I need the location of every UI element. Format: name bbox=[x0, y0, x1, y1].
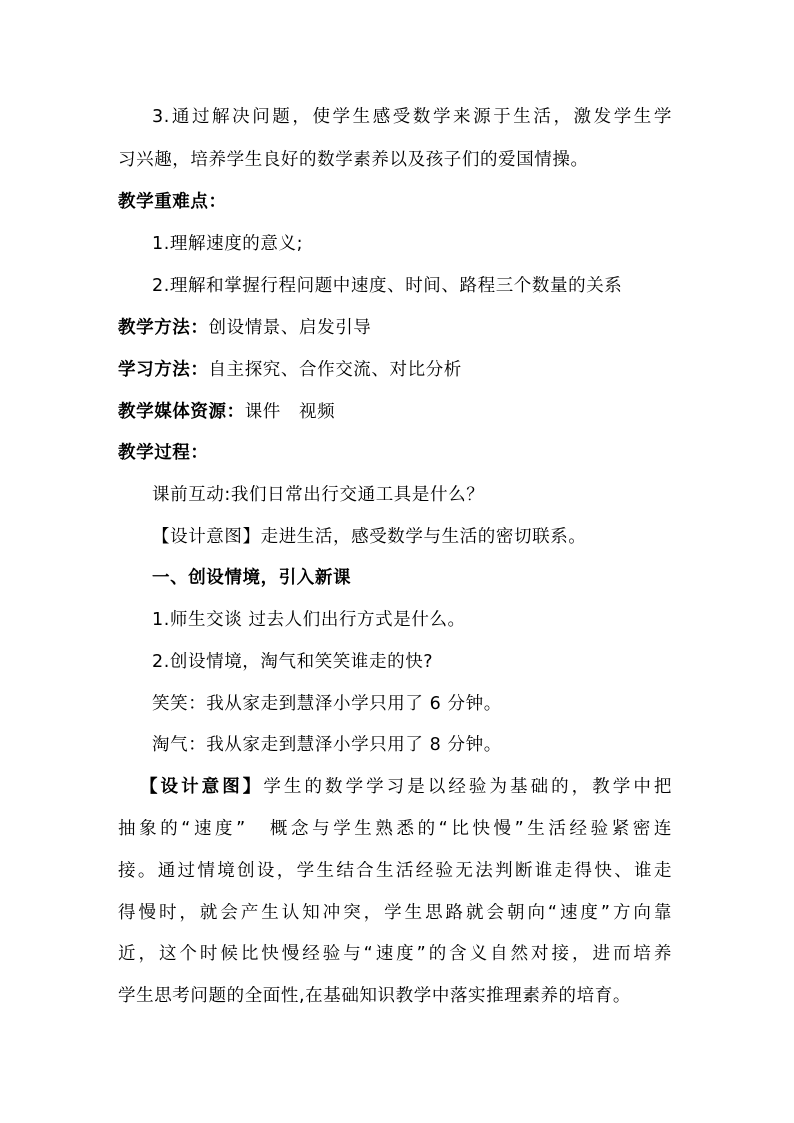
media-resources bbox=[118, 400, 678, 424]
xiaoxiao-statement: 笑笑：我从家走到慧泽小学只用了 6 分钟。 bbox=[152, 694, 502, 714]
design-intent-2-label: 【设计意图】 bbox=[140, 777, 264, 797]
design-intent-2-line-6: 学生思考问题的全面性,在基础知识教学中落实推理素养的培育。 bbox=[118, 986, 631, 1006]
objective-3-line-1: 3.通过解决问题，使学生感受数学来源于生活，激发学生学 bbox=[152, 107, 672, 127]
design-intent-2-line-5: 近，这个时候比快慢经验与“速度”的含义自然对接，进而培养 bbox=[118, 944, 672, 964]
media-value: 课件 视频 bbox=[244, 402, 336, 422]
objective-3-line-2: 习兴趣，培养学生良好的数学素养以及孩子们的爱国情操。 bbox=[118, 150, 589, 170]
learning-method-label: 学习方法： bbox=[118, 360, 209, 380]
pre-class-interaction: 课前互动:我们日常出行交通工具是什么？ bbox=[152, 485, 485, 505]
design-intent-2-text: 学生的数学学习是以经验为基础的，教学中把 bbox=[263, 777, 672, 797]
step-2: 2.创设情境，淘气和笑笑谁走的快? bbox=[152, 652, 434, 672]
media-label: 教学媒体资源： bbox=[118, 402, 245, 422]
teaching-method-label: 教学方法： bbox=[118, 318, 209, 338]
design-intent-2-line-3: 接。通过情境创设，学生结合生活经验无法判断谁走得快、谁走 bbox=[118, 861, 672, 881]
design-intent-1: 【设计意图】走进生活，感受数学与生活的密切联系。 bbox=[152, 527, 587, 547]
learning-method bbox=[118, 358, 678, 382]
taoqi-statement: 淘气：我从家走到慧泽小学只用了 8 分钟。 bbox=[152, 735, 502, 755]
design-intent-2-line-2: 抽象的“速度” 概念与学生熟悉的“比快慢”生活经验紧密连 bbox=[118, 819, 672, 839]
step-1: 1.师生交谈 过去人们出行方式是什么。 bbox=[152, 610, 466, 630]
key-point-1: 1.理解速度的意义; bbox=[152, 234, 304, 254]
design-intent-2-line-4: 得慢时，就会产生认知冲突，学生思路就会朝向“速度”方向靠 bbox=[118, 903, 672, 923]
teaching-method bbox=[118, 316, 678, 340]
teaching-method-value: 创设情景、启发引导 bbox=[208, 318, 372, 338]
design-intent-2-line-1 bbox=[140, 775, 672, 799]
section-1-heading: 一、创设情境，引入新课 bbox=[152, 568, 352, 588]
key-points-heading: 教学重难点： bbox=[118, 192, 227, 212]
key-point-2: 2.理解和掌握行程问题中速度、时间、路程三个数量的关系 bbox=[152, 276, 623, 296]
process-heading: 教学过程： bbox=[118, 443, 209, 463]
learning-method-value: 自主探究、合作交流、对比分析 bbox=[208, 360, 462, 380]
